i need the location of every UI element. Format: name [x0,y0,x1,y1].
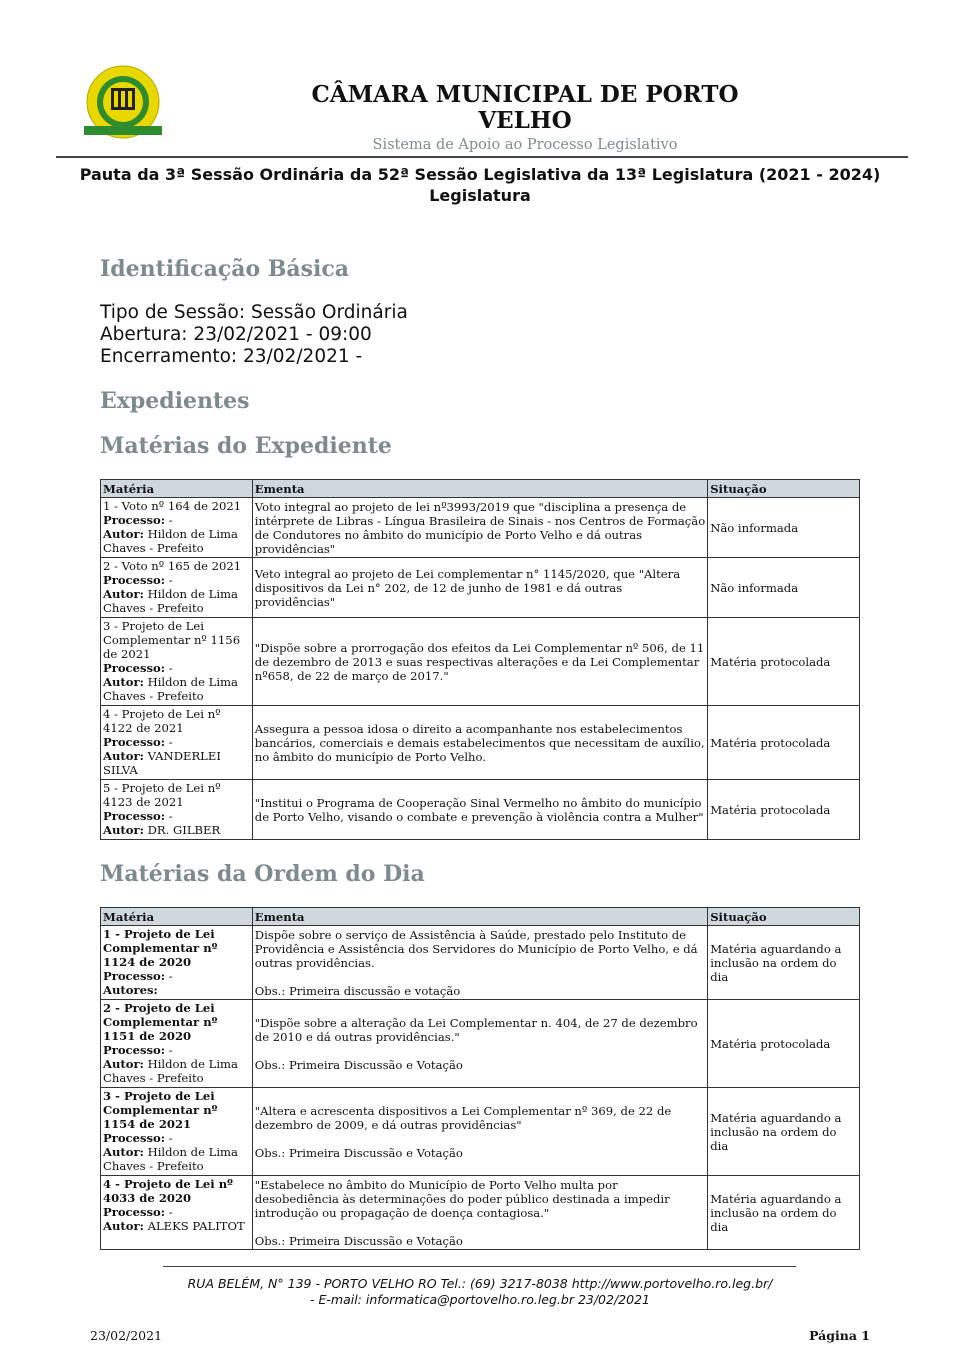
autor-value: Hildon de Lima Chaves - Prefeito [103,527,238,555]
print-date: 23/02/2021 [90,1328,163,1343]
autor-value: Hildon de Lima Chaves - Prefeito [103,1145,238,1173]
materia-cell [101,780,253,840]
situacao-cell: Matéria aguardando a inclusão na ordem do dia [708,926,860,1000]
ordem-do-dia-table [100,907,860,1250]
session-type: Tipo de Sessão: Sessão Ordinária [100,302,408,323]
session-opening: Abertura: 23/02/2021 - 09:00 [100,324,372,345]
footer-divider [163,1266,796,1267]
situacao-cell: Matéria protocolada [708,706,860,780]
ementa-cell: Assegura a pessoa idosa o direito a acompanhante nos estabelecimentos bancários, comerciais e demais estabelecimentos que necessitam de auxílio, no âmbito do município de Porto Velho. [252,706,707,780]
observation: Obs.: Primeira Discussão e Votação [254,1057,463,1072]
situacao-cell: Matéria aguardando a inclusão na ordem do dia [708,1176,860,1250]
table-header-row [101,480,860,498]
column-header-situacao: Situação [708,908,860,926]
processo-value: - [165,513,173,527]
processo-label: Processo: [103,809,166,823]
materia-cell [101,498,253,558]
materia-title: 2 - Projeto de Lei Complementar nº 1151 de 2020 [103,1001,218,1043]
expediente-table [100,479,860,840]
camara-seal-logo [78,64,168,144]
ementa-cell: "Dispõe sobre a prorrogação dos efeitos da Lei Complementar nº 506, de 11 de dezembro de 2013 e suas respectivas alterações e da Lei Complementar nº658, de 22 de março de 2017." [252,618,707,706]
ementa-text: Dispõe sobre o serviço de Assistência à Saúde, prestado pelo Instituto de Providência e Assistência dos Servidores do Município de Porto Velho, e dá outras providências. [254,927,698,970]
materia-title: 5 - Projeto de Lei nº 4123 de 2021 [103,781,221,809]
processo-label: Processo: [103,661,166,675]
autor-value: Hildon de Lima Chaves - Prefeito [103,675,238,703]
autor-value: Hildon de Lima Chaves - Prefeito [103,587,238,615]
column-header-materia: Matéria [101,480,253,498]
table-header-row [101,908,860,926]
materia-cell [101,558,253,618]
materia-cell [101,1176,253,1250]
ementa-cell: "Institui o Programa de Cooperação Sinal Vermelho no âmbito do município de Porto Velho, visando o combate e prevenção à violência contra a Mulher" [252,780,707,840]
processo-value: - [165,1205,173,1219]
ementa-text: "Dispõe sobre a alteração da Lei Complementar n. 404, de 27 de dezembro de 2010 e dá outras providências." [254,1015,698,1044]
ordem-do-dia-heading: Matérias da Ordem do Dia [100,861,425,887]
processo-label: Processo: [103,1131,166,1145]
autor-label: Autor: [103,823,144,837]
materia-title: 4 - Projeto de Lei nº 4033 de 2020 [103,1177,233,1205]
system-subtitle: Sistema de Apoio ao Processo Legislativo [372,137,678,153]
materia-cell [101,618,253,706]
autor-label: Autor: [103,1145,144,1159]
basic-identification-heading: Identificação Básica [100,256,350,282]
processo-label: Processo: [103,969,166,983]
footer-line-2: - E-mail: informatica@portovelho.ro.leg.br 23/02/2021 [310,1292,650,1307]
situacao-cell: Matéria protocolada [708,1000,860,1088]
autor-label: Autor: [103,749,144,763]
situacao-cell: Não informada [708,558,860,618]
processo-label: Processo: [103,735,166,749]
chamber-title: CÂMARA MUNICIPAL DE PORTO VELHO [311,81,739,134]
ementa-cell [252,926,707,1000]
observation: Obs.: Primeira Discussão e Votação [254,1233,463,1248]
observation: Obs.: Primeira discussão e votação [254,983,461,998]
situacao-cell: Matéria protocolada [708,780,860,840]
session-info [100,302,408,368]
column-header-ementa: Ementa [252,908,707,926]
table-row [101,618,860,706]
table-row [101,558,860,618]
ementa-cell [252,1088,707,1176]
processo-label: Processo: [103,1205,166,1219]
autor-label: Autor: [103,587,144,601]
column-header-materia: Matéria [101,908,253,926]
observation: Obs.: Primeira Discussão e Votação [254,1145,463,1160]
autor-label: Autor: [103,1219,144,1233]
ementa-cell: Voto integral ao projeto de lei nº3993/2019 que "disciplina a presença de intérprete de Libras - Língua Brasileira de Sinais - nos Centros de Formação de Condutores no âmbito do município de Porto Velho e dá outras providências" [252,498,707,558]
situacao-cell: Matéria protocolada [708,618,860,706]
materia-title: 2 - Voto nº 165 de 2021 [103,559,242,573]
materia-title: 1 - Projeto de Lei Complementar nº 1124 de 2020 [103,927,218,969]
processo-label: Processo: [103,1043,166,1057]
materia-title: 1 - Voto nº 164 de 2021 [103,499,242,513]
footer-address [140,1276,820,1308]
table-row [101,780,860,840]
column-header-situacao: Situação [708,480,860,498]
session-agenda-title: Pauta da 3ª Sessão Ordinária da 52ª Sessão Legislativa da 13ª Legislatura (2021 - 2024) Legislatura [79,165,881,205]
column-header-ementa: Ementa [252,480,707,498]
table-row [101,1000,860,1088]
processo-value: - [165,573,173,587]
ementa-cell [252,1176,707,1250]
expediente-matters-heading: Matérias do Expediente [100,433,392,459]
processo-label: Processo: [103,573,166,587]
table-row [101,1088,860,1176]
materia-cell [101,706,253,780]
autor-value: Hildon de Lima Chaves - Prefeito [103,1057,238,1085]
autor-label: Autor: [103,1057,144,1071]
table-row [101,498,860,558]
ementa-cell [252,1000,707,1088]
table-row [101,1176,860,1250]
expedientes-heading: Expedientes [100,388,250,414]
processo-value: - [165,661,173,675]
processo-value: - [165,735,173,749]
header-divider [56,156,908,158]
autor-value: VANDERLEI SILVA [103,749,221,777]
materia-title: 3 - Projeto de Lei Complementar nº 1156 de 2021 [103,619,241,661]
table-row [101,926,860,1000]
processo-value: - [165,969,173,983]
materia-cell [101,1088,253,1176]
situacao-cell: Matéria aguardando a inclusão na ordem do dia [708,1088,860,1176]
materia-cell [101,1000,253,1088]
materia-cell [101,926,253,1000]
table-row [101,706,860,780]
footer-line-1: RUA BELÉM, N° 139 - PORTO VELHO RO Tel.: (69) 3217-8038 http://www.portovelho.ro.leg.br/ [187,1276,773,1291]
autor-value: ALEKS PALITOT [143,1219,245,1233]
situacao-cell: Não informada [708,498,860,558]
ementa-text: "Estabelece no âmbito do Município de Porto Velho multa por desobediência às determinações do poder público destinada a impedir introdução ou propagação de doença contagiosa." [254,1177,670,1220]
materia-title: 4 - Projeto de Lei nº 4122 de 2021 [103,707,221,735]
materia-title: 3 - Projeto de Lei Complementar nº 1154 de 2021 [103,1089,218,1131]
processo-value: - [165,1043,173,1057]
processo-value: - [165,809,173,823]
session-closing: Encerramento: 23/02/2021 - [100,346,363,367]
page-number: Página 1 [809,1328,870,1343]
autor-label: Autor: [103,675,144,689]
autor-label: Autores: [103,983,158,997]
autor-value: DR. GILBER [143,823,221,837]
ementa-cell: Veto integral ao projeto de Lei complementar n° 1145/2020, que "Altera dispositivos da Lei n° 202, de 12 de junho de 1981 e dá outras providências" [252,558,707,618]
ementa-text: "Altera e acrescenta dispositivos a Lei Complementar nº 369, de 22 de dezembro de 2009, e dá outras providências" [254,1103,672,1132]
processo-label: Processo: [103,513,166,527]
autor-label: Autor: [103,527,144,541]
processo-value: - [165,1131,173,1145]
